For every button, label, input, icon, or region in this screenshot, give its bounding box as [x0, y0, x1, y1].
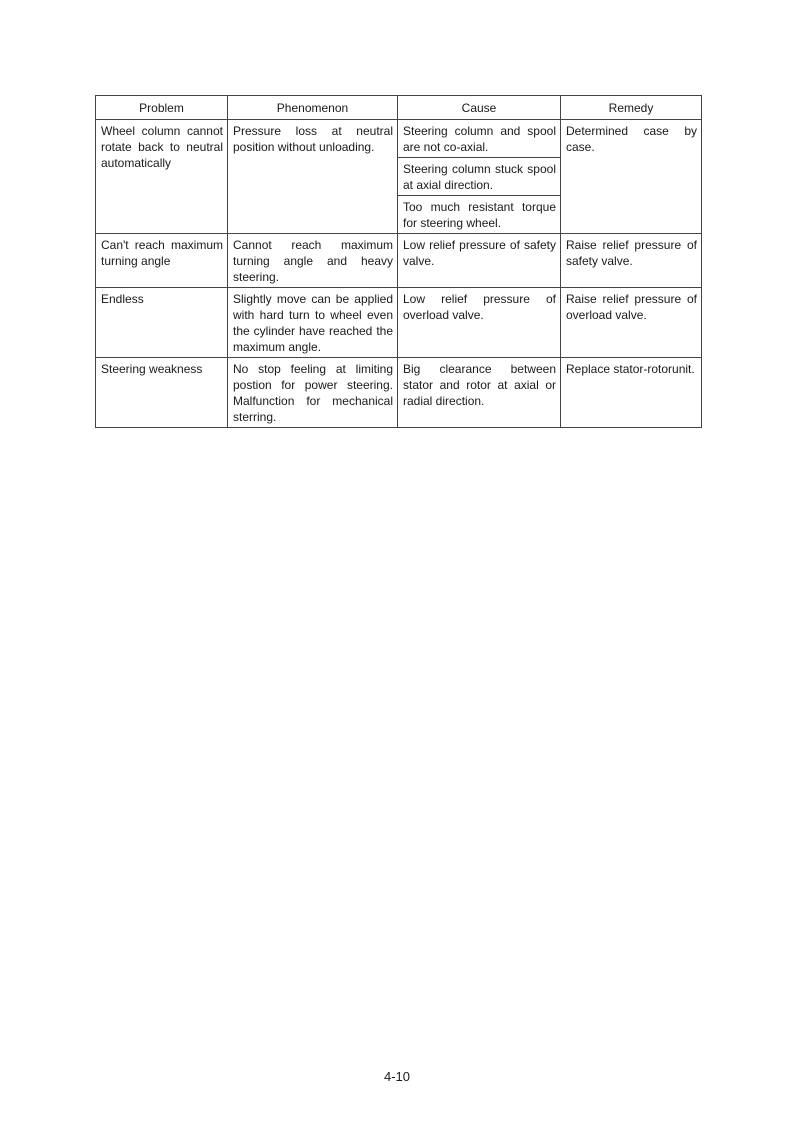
cause-cell: Too much resistant torque for steering wheel.: [398, 196, 561, 234]
phenomenon-cell: No stop feeling at limiting postion for power steering. Malfunction for mechanical sterring.: [228, 358, 398, 428]
table-header-row: [96, 96, 702, 120]
cause-cell: Steering column stuck spool at axial direction.: [398, 158, 561, 196]
table-row: [96, 234, 702, 288]
cause-cell: Low relief pressure of overload valve.: [398, 288, 561, 358]
cause-cell: Low relief pressure of safety valve.: [398, 234, 561, 288]
header-remedy: Remedy: [561, 96, 702, 120]
troubleshooting-table: [95, 95, 702, 428]
table-row: [96, 358, 702, 428]
remedy-cell: Replace stator-rotorunit.: [561, 358, 702, 428]
header-problem: Problem: [96, 96, 228, 120]
phenomenon-cell: Cannot reach maximum turning angle and heavy steering.: [228, 234, 398, 288]
problem-cell: Wheel column cannot rotate back to neutral automatically: [96, 120, 228, 234]
phenomenon-cell: Pressure loss at neutral position without unloading.: [228, 120, 398, 234]
page-number: 4-10: [383, 1069, 411, 1084]
remedy-cell: Determined case by case.: [561, 120, 702, 234]
table-row: [96, 120, 702, 158]
phenomenon-cell: Slightly move can be applied with hard turn to wheel even the cylinder have reached the maximum angle.: [228, 288, 398, 358]
cause-cell: Big clearance between stator and rotor at axial or radial direction.: [398, 358, 561, 428]
remedy-cell: Raise relief pressure of safety valve.: [561, 234, 702, 288]
remedy-cell: Raise relief pressure of overload valve.: [561, 288, 702, 358]
problem-cell: Steering weakness: [96, 358, 228, 428]
cause-cell: Steering column and spool are not co-axial.: [398, 120, 561, 158]
header-phenomenon: Phenomenon: [228, 96, 398, 120]
problem-cell: Can't reach maximum turning angle: [96, 234, 228, 288]
header-cause: Cause: [398, 96, 561, 120]
table-row: [96, 288, 702, 358]
problem-cell: Endless: [96, 288, 228, 358]
